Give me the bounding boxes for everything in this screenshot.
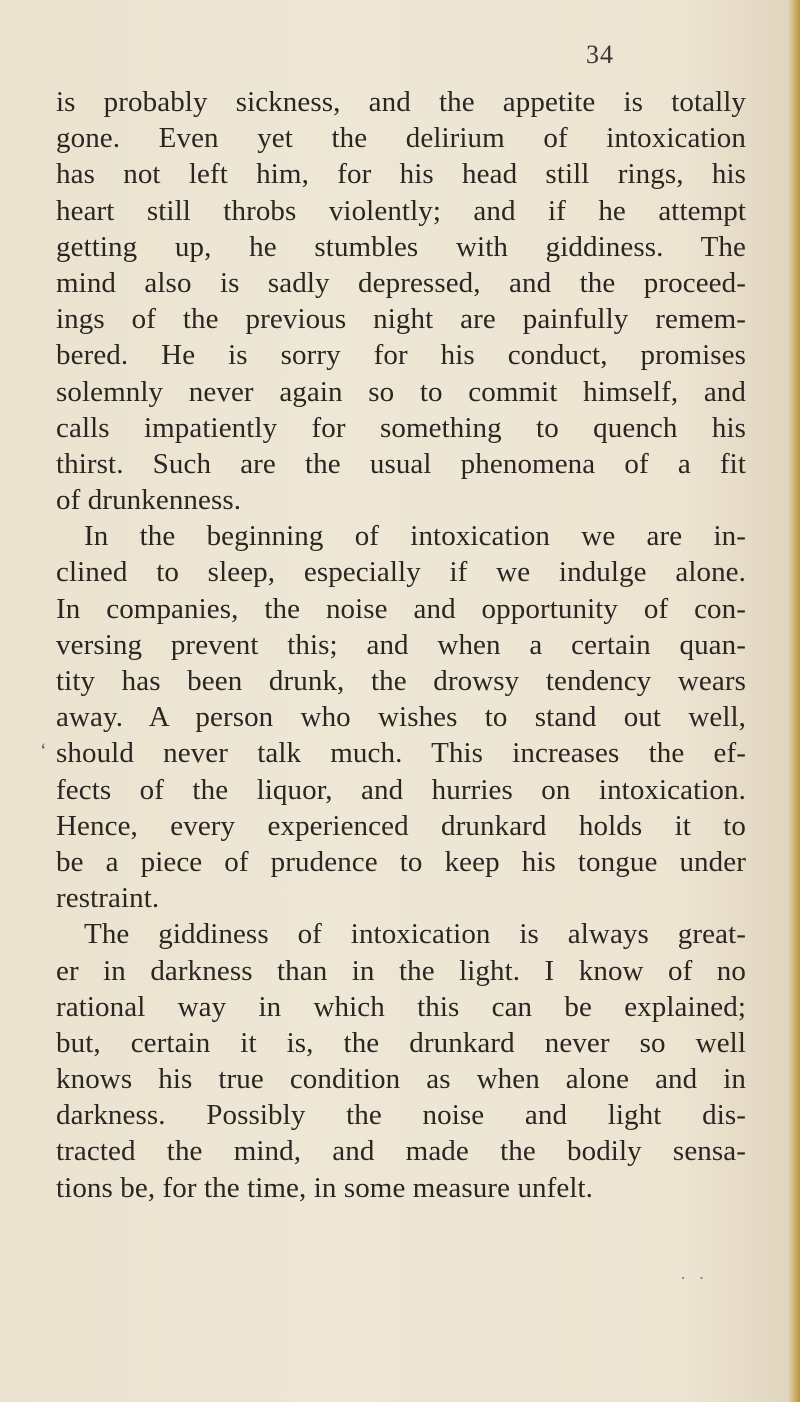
text-line: In the beginning of intoxication we are in-: [84, 520, 746, 553]
text-line: but, certain it is, the drunkard never so well: [56, 1026, 746, 1059]
text-line: tracted the mind, and made the bodily sensa-: [56, 1135, 746, 1168]
text-line: knows his true condition as when alone and in: [56, 1063, 746, 1096]
text-line: should never talk much. This increases the ef-: [56, 737, 746, 770]
text-line: In companies, the noise and opportunity of con-: [56, 592, 746, 625]
text-line: thirst. Such are the usual phenomena of a fit: [56, 447, 746, 480]
text-line: tity has been drunk, the drowsy tendency wears: [56, 665, 746, 697]
margin-mark: ‘: [40, 740, 47, 762]
text-line: Hence, every experienced drunkard holds it to: [56, 809, 746, 842]
text-line: rational way in which this can be explained;: [56, 990, 746, 1023]
paper-specks: · ·: [680, 1268, 709, 1288]
text-line: away. A person who wishes to stand out well,: [56, 701, 746, 734]
text-line: bered. He is sorry for his conduct, promises: [56, 339, 746, 372]
text-line: mind also is sadly depressed, and the proceed-: [56, 266, 746, 299]
text-line: ings of the previous night are painfully remem-: [56, 303, 746, 336]
text-line: be a piece of prudence to keep his tongue under: [56, 845, 746, 878]
text-line: restraint.: [56, 882, 160, 915]
text-line: of drunkenness.: [56, 484, 242, 517]
text-line: darkness. Possibly the noise and light dis-: [56, 1099, 746, 1132]
text-line: gone. Even yet the delirium of intoxication: [56, 122, 746, 155]
text-line: is probably sickness, and the appetite is totally: [56, 86, 746, 118]
text-line: fects of the liquor, and hurries on intoxication.: [56, 773, 746, 806]
text-line: er in darkness than in the light. I know of no: [56, 954, 746, 987]
page-edge-shadow: [788, 0, 800, 1402]
text-line: calls impatiently for something to quench his: [56, 411, 746, 444]
text-line: getting up, he stumbles with giddiness. The: [56, 230, 746, 263]
page-number: 34: [586, 40, 614, 69]
text-line: tions be, for the time, in some measure unfelt.: [56, 1171, 594, 1204]
body-text: [56, 84, 746, 1206]
text-line: solemnly never again so to commit himself, and: [56, 375, 746, 408]
text-line: heart still throbs violently; and if he attempt: [56, 194, 746, 227]
text-line: has not left him, for his head still rings, his: [56, 158, 746, 191]
text-line: The giddiness of intoxication is always great-: [84, 918, 746, 951]
text-line: versing prevent this; and when a certain quan-: [56, 628, 746, 661]
text-line: clined to sleep, especially if we indulge alone.: [56, 556, 746, 589]
